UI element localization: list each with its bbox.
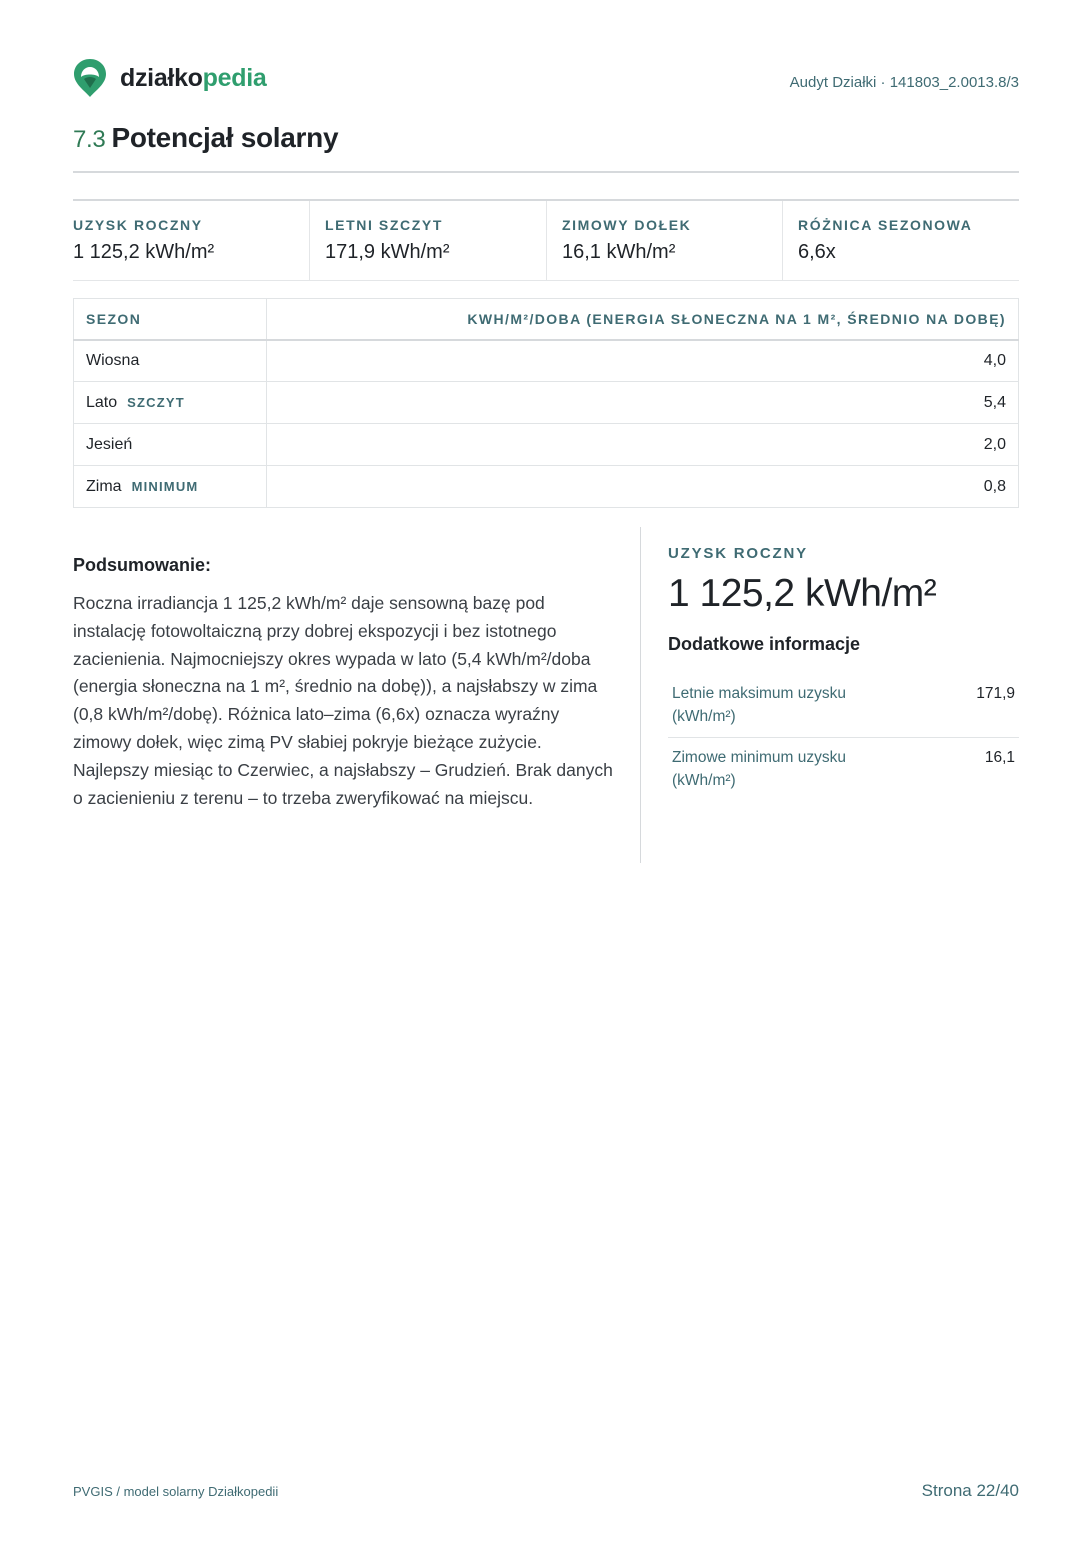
info-key: Zimowe minimum uzysku (kWh/m²)	[668, 738, 876, 802]
logo	[73, 58, 266, 98]
season-cell	[74, 340, 267, 382]
page-number: Strona 22/40	[921, 1481, 1019, 1500]
section-title-text: Potencjał solarny	[111, 122, 339, 153]
side-big-value: 1 125,2 kWh/m²	[668, 572, 937, 615]
stat-label: LETNI SZCZYT	[325, 217, 443, 233]
season-name: Zima	[86, 477, 122, 495]
table-header-row	[74, 299, 1019, 340]
logo-text-part1: działko	[120, 63, 203, 92]
title-divider	[73, 171, 1019, 173]
stat-label: ZIMOWY DOŁEK	[562, 217, 692, 233]
additional-info-table	[668, 674, 1019, 801]
column-header-season: SEZON	[74, 299, 267, 340]
stat-label: UZYSK ROCZNY	[73, 217, 203, 233]
map-pin-leaf-icon	[73, 58, 107, 98]
season-name: Jesień	[86, 435, 133, 453]
stat-value: 171,9 kWh/m²	[325, 241, 450, 263]
info-row	[668, 738, 1019, 802]
column-divider	[640, 527, 641, 863]
table-row	[74, 340, 1019, 382]
footer-source: PVGIS / model solarny Działkopedii	[73, 1484, 279, 1499]
column-header-kwh-per-day: KWH/M²/DOBA (ENERGIA SŁONECZNA NA 1 M², ŚREDNIO NA DOBĘ)	[267, 299, 1019, 340]
stats-strip	[73, 199, 1019, 281]
info-value: 16,1	[876, 738, 1019, 802]
table-row	[74, 424, 1019, 466]
section-number: 7.3	[73, 126, 106, 153]
season-cell	[74, 424, 267, 466]
side-label: UZYSK ROCZNY	[668, 545, 808, 562]
info-row	[668, 674, 1019, 738]
season-cell	[74, 466, 267, 508]
table-row	[74, 382, 1019, 424]
stat-label: RÓŻNICA SEZONOWA	[798, 217, 973, 233]
stat-seasonal-difference	[782, 201, 1019, 280]
info-value: 171,9	[976, 685, 1015, 702]
logo-text-part2: pedia	[202, 63, 267, 92]
value-cell: 2,0	[267, 424, 1019, 466]
logo-wordmark	[120, 64, 266, 93]
stat-annual-yield	[73, 201, 309, 280]
value-cell: 0,8	[267, 466, 1019, 508]
season-cell	[74, 382, 267, 424]
summary-text: Roczna irradiancja 1 125,2 kWh/m² daje sensowną bazę pod instalację fotowoltaiczną przy dobrej ekspozycji i bez istotnego zacienienia. Najmocniejszy okres wypada w lato (5,4 kWh/m²/doba (energia słoneczna na 1 m², średnio na dobę)), a najsłabszy w zima (0,8 kWh/m²/dobę). Różnica lato–zima (6,6x) oznacza wyraźny zimowy dołek, więc zimą PV słabiej pokryje bieżące zużycie. Najlepszy miesiąc to Czerwiec, a najsłabszy – Grudzień. Brak danych o zacienieniu z terenu – to trzeba zweryfikować na miejscu.	[73, 593, 613, 808]
peak-tag: SZCZYT	[127, 394, 185, 410]
season-name: Wiosna	[86, 351, 140, 369]
additional-info-heading: Dodatkowe informacje	[668, 634, 861, 654]
stat-summer-peak	[309, 201, 546, 280]
minimum-tag: MINIMUM	[131, 478, 199, 494]
season-name: Lato	[86, 393, 118, 411]
stat-value: 1 125,2 kWh/m²	[73, 241, 215, 263]
summary-heading: Podsumowanie:	[73, 555, 212, 575]
stat-value: 16,1 kWh/m²	[562, 241, 676, 263]
section-title	[73, 122, 338, 154]
document-reference: Audyt Działki · 141803_2.0013.8/3	[789, 74, 1019, 91]
stat-value: 6,6x	[798, 241, 836, 263]
value-cell: 4,0	[267, 340, 1019, 382]
season-table	[73, 298, 1019, 508]
table-row	[74, 466, 1019, 508]
stat-winter-dip	[546, 201, 782, 280]
page-header	[73, 58, 1019, 102]
value-cell: 5,4	[267, 382, 1019, 424]
info-key: Letnie maksimum uzysku (kWh/m²)	[672, 685, 847, 725]
side-panel	[668, 545, 1019, 801]
